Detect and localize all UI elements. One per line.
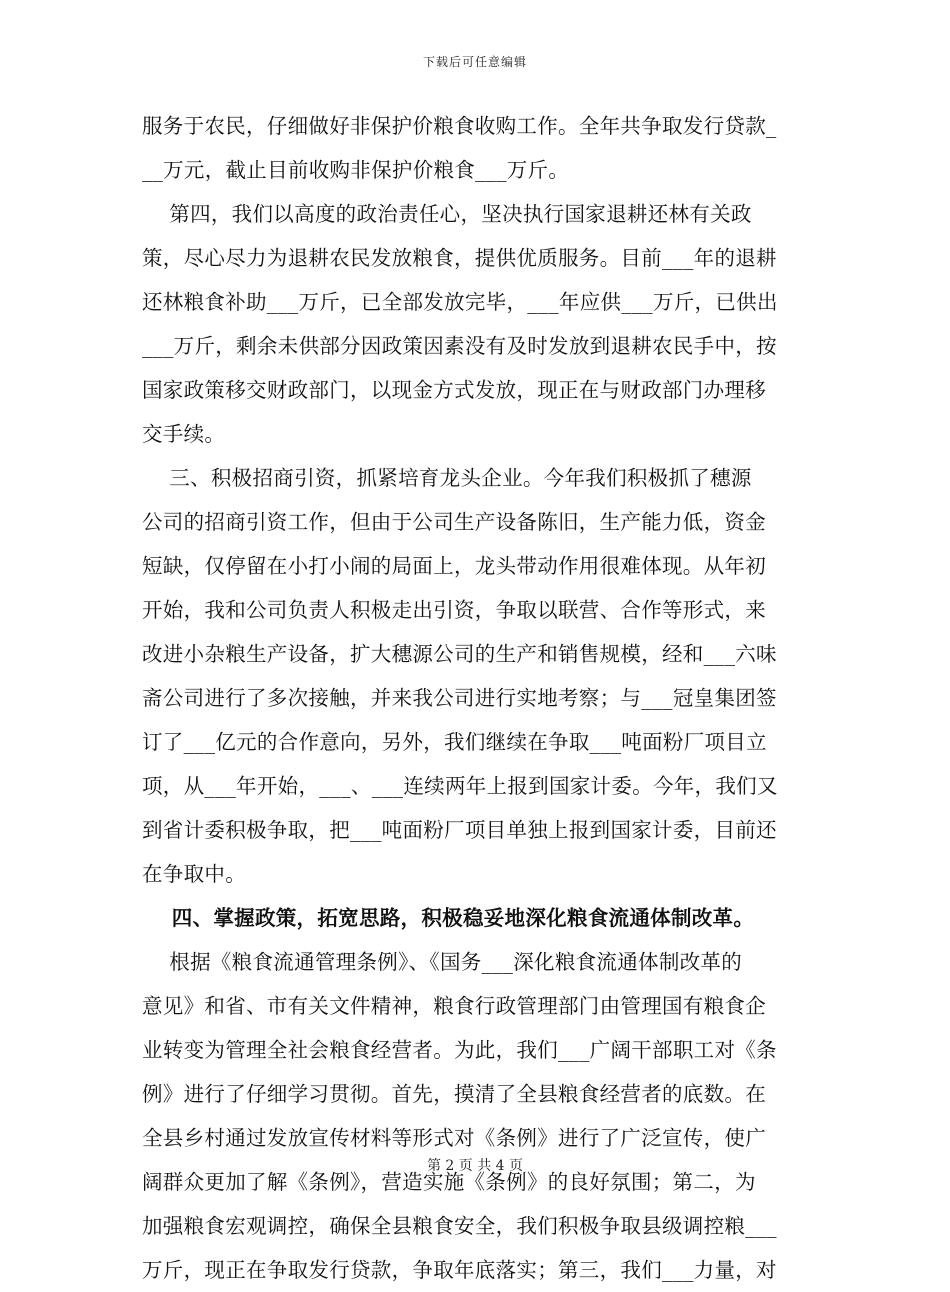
paragraph-line: 全县乡村通过发放宣传材料等形式对《条例》进行了广泛宣传，使广 (142, 1126, 766, 1150)
paragraph-line: 加强粮食宏观调控，确保全县粮食安全，我们积极争取县级调控粮___ (142, 1214, 777, 1238)
paragraph-line: 项，从___年开始，___、___连续两年上报到国家计委。今年，我们又 (142, 774, 778, 798)
paragraph-line: 交手续。 (142, 422, 226, 446)
paragraph-line: 策，尽心尽力为退耕农民发放粮食，提供优质服务。目前___年的退耕 (142, 246, 777, 270)
paragraph-line: 到省计委积极争取，把___吨面粉厂项目单独上报到国家计委，目前还 (142, 818, 777, 842)
paragraph-line: 阔群众更加了解《条例》，营造实施《条例》的良好氛围；第二，为 (142, 1170, 756, 1194)
page-header: 下载后可任意编辑 (422, 55, 527, 69)
paragraph-line: 短缺，仅停留在小打小闹的局面上，龙头带动作用很难体现。从年初 (142, 554, 766, 578)
document-body (142, 104, 814, 1292)
paragraph-line: 第四，我们以高度的政治责任心，坚决执行国家退耕还林有关政 (142, 202, 752, 226)
paragraph-line: 服务于农民，仔细做好非保护价粮食收购工作。全年共争取发行贷款_ (142, 114, 777, 138)
paragraph-line: 还林粮食补助___万斤，已全部发放完毕，___年应供___万斤，已供出 (142, 290, 778, 314)
paragraph-line: 改进小杂粮生产设备，扩大穗源公司的生产和销售规模，经和___六味 (142, 642, 777, 666)
paragraph-line: 国家政策移交财政部门，以现金方式发放，现正在与财政部门办理移 (142, 378, 766, 402)
section-heading-line: 四、掌握政策，拓宽思路，积极稳妥地深化粮食流通体制改革。 (142, 906, 755, 930)
paragraph-line: 业转变为管理全社会粮食经营者。为此，我们___广阔干部职工对《条 (142, 1038, 777, 1062)
page-number-footer: 第 2 页 共 4 页 (426, 1158, 524, 1174)
paragraph-line: 公司的招商引资工作，但由于公司生产设备陈旧，生产能力低，资金 (142, 510, 766, 534)
paragraph-line: 开始，我和公司负责人积极走出引资，争取以联营、合作等形式，来 (142, 598, 766, 622)
paragraph-line: 根据《粮食流通管理条例》、《国务___深化粮食流通体制改革的 (142, 950, 743, 974)
paragraph-line: 在争取中。 (142, 862, 246, 886)
paragraph-line: 三、积极招商引资，抓紧培育龙头企业。今年我们积极抓了穗源 (142, 466, 752, 490)
paragraph-line: 意见》和省、市有关文件精神，粮食行政管理部门由管理国有粮食企 (142, 994, 766, 1018)
paragraph-line: 例》进行了仔细学习贯彻。首先，摸清了全县粮食经营者的底数。在 (142, 1082, 766, 1106)
paragraph-line: 订了___亿元的合作意向，另外，我们继续在争取___吨面粉厂项目立 (142, 730, 767, 754)
paragraph-line: __万元，截止目前收购非保护价粮食___万斤。 (142, 158, 570, 182)
paragraph-line: ___万斤，剩余未供部分因政策因素没有及时发放到退耕农民手中，按 (142, 334, 777, 358)
paragraph-line: 万斤，现正在争取发行贷款，争取年底落实；第三，我们___力量，对 (142, 1258, 777, 1282)
paragraph-line: 斋公司进行了多次接触，并来我公司进行实地考察；与___冠皇集团签 (142, 686, 777, 710)
